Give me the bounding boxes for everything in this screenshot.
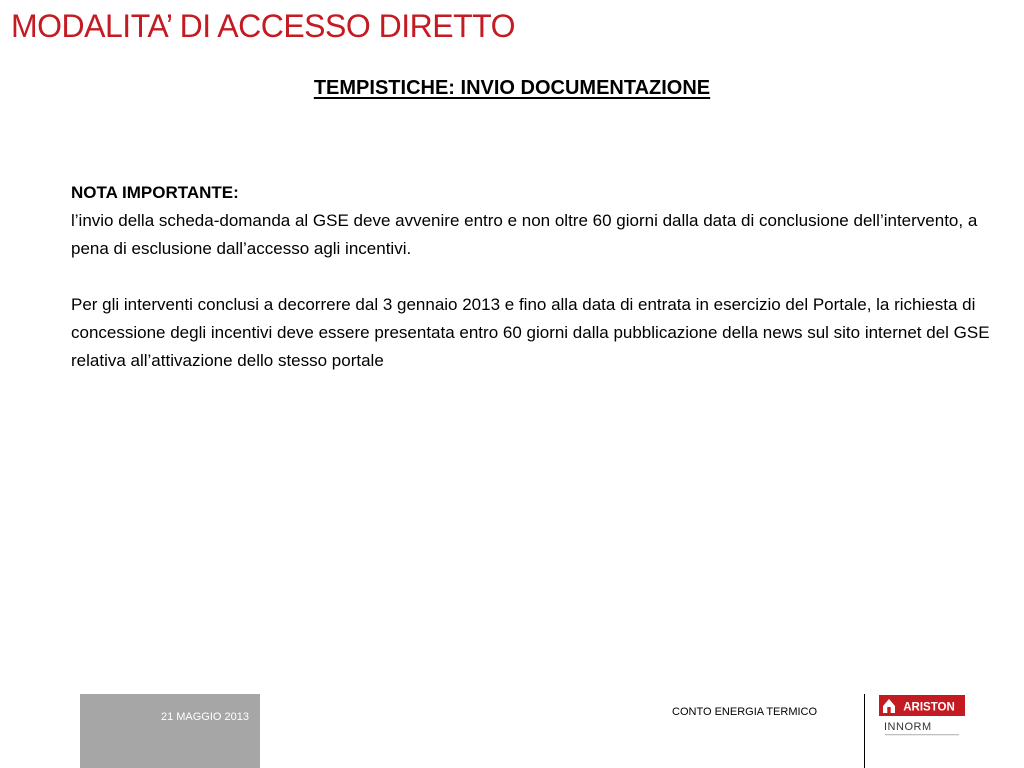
logo-sub-brand-text: INNORM — [884, 721, 932, 733]
logo-brand-text: ARISTON — [903, 701, 955, 714]
footer-divider — [864, 694, 865, 768]
footer-date-box — [80, 694, 260, 768]
logo-tagline-line — [885, 734, 959, 735]
ariston-innorm-logo — [879, 695, 965, 743]
slide-body — [71, 179, 1001, 375]
note-heading: NOTA IMPORTANTE: — [71, 183, 239, 202]
slide-title: MODALITA’ DI ACCESSO DIRETTO — [11, 8, 515, 44]
slide-subtitle: TEMPISTICHE: INVIO DOCUMENTAZIONE — [313, 77, 711, 99]
footer-label: CONTO ENERGIA TERMICO — [672, 706, 818, 718]
paragraph-spacer — [71, 263, 1001, 291]
note-text: l’invio della scheda-domanda al GSE deve avvenire entro e non oltre 60 giorni dalla data di conclusione dell’intervento, a pena di esclusione dall’accesso agli incentivi. — [71, 211, 978, 258]
body-paragraph: Per gli interventi conclusi a decorrere dal 3 gennaio 2013 e fino alla data di entrata in esercizio del Portale, la richiesta di concessione degli incentivi deve essere presentata entro 60 giorni dalla pubblicazione della news sul sito internet del GSE relativa all’attivazione dello stesso portale — [71, 295, 990, 370]
footer-date: 21 MAGGIO 2013 — [160, 711, 249, 723]
